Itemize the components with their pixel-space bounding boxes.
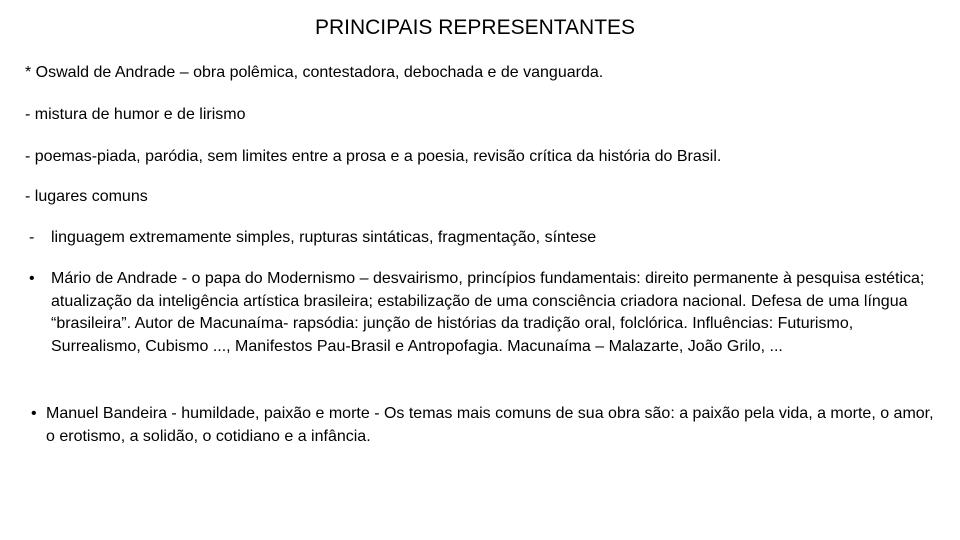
list-item-text: Manuel Bandeira - humildade, paixão e morte - Os temas mais comuns de sua obra são: a paixão pela vida, a morte, o amor, o erotismo, a solidão, o cotidiano e a infância. [46,405,934,445]
bullet-marker: • [31,405,37,422]
list-item-bandeira [25,403,935,448]
list-item-text: Mário de Andrade - o papa do Modernismo – desvairismo, princípios fundamentais: direito permanente à pesquisa estética; atualização da inteligência artística brasileira; estabilização de uma consciência criadora nacional. Defesa de uma língua “brasileira”. Autor de Macunaíma- rapsódia: junção de histórias da tradição oral, folclórica. Influências: Futurismo, Surrealismo, Cubismo ..., Manifestos Pau-Brasil e Antropofagia. Macunaíma – Malazarte, João Grilo, ... [51,270,925,355]
intro-line-poemas: - poemas-piada, paródia, sem limites entre a prosa e a poesia, revisão crítica da história do Brasil. [25,148,722,165]
slide-title: PRINCIPAIS REPRESENTANTES [314,16,636,39]
intro-line-oswald: * Oswald de Andrade – obra polêmica, contestadora, debochada e de vanguarda. [25,64,604,81]
bullet-marker: • [29,270,35,287]
intro-line-humor: - mistura de humor e de lirismo [25,106,246,123]
list-item-mario [25,268,935,358]
intro-line-lugares: - lugares comuns [25,188,148,205]
list-item-linguagem [25,227,935,250]
dash-marker: - [29,229,35,246]
list-item-text: linguagem extremamente simples, rupturas sintáticas, fragmentação, síntese [51,229,597,246]
